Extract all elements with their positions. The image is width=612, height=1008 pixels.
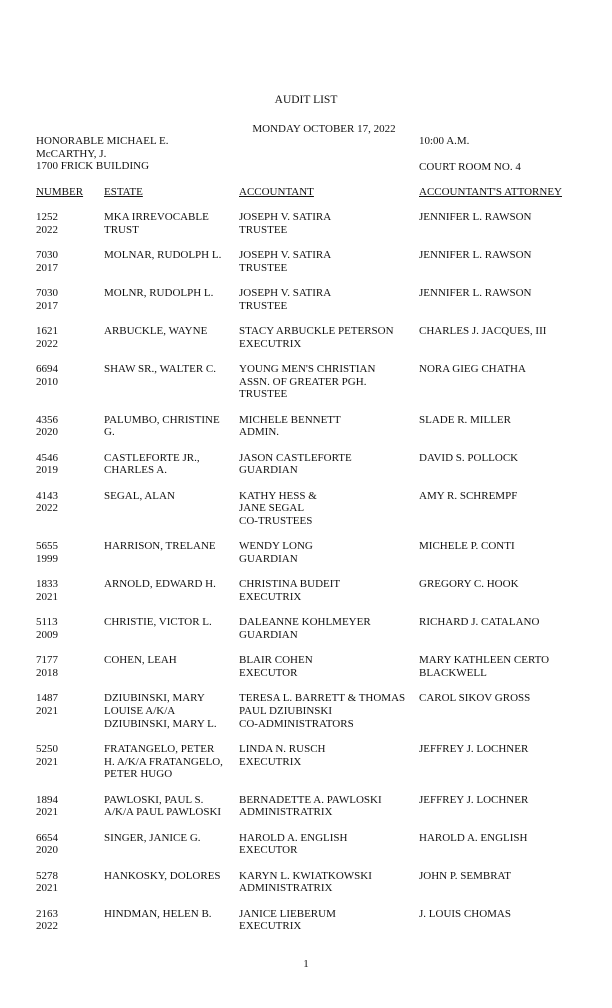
- case-number: [36, 794, 58, 819]
- table-row: [0, 325, 612, 363]
- accountant-name-line: CHRISTINA BUDEIT: [239, 578, 341, 591]
- estate-name-line: FRATANGELO, PETER: [104, 743, 215, 756]
- attorney-name-line: HAROLD A. ENGLISH: [419, 831, 528, 844]
- estate-name-line: H. A/K/A FRATANGELO,: [104, 755, 223, 768]
- table-row: [0, 578, 612, 616]
- estate-name: [104, 325, 207, 338]
- header-attorney: ACCOUNTANT'S ATTORNEY: [419, 186, 562, 198]
- case-number-line: 2010: [36, 375, 58, 388]
- accountant-name-line: BERNADETTE A. PAWLOSKI: [239, 793, 382, 806]
- accountant-name-line: JASON CASTLEFORTE: [239, 451, 352, 464]
- attorney-name-line: JENNIFER L. RAWSON: [419, 287, 532, 299]
- estate-name-line: DZIUBINSKI, MARY: [104, 692, 205, 705]
- accountant-name-line: GUARDIAN: [239, 553, 298, 566]
- case-number-line: 2022: [36, 337, 58, 350]
- accountant-name: [239, 211, 331, 236]
- case-number-line: 2021: [36, 806, 58, 819]
- accountant-name-line: EXECUTRIX: [239, 337, 302, 350]
- case-number-line: 7030: [36, 287, 58, 299]
- estate-name-line: SHAW SR., WALTER C.: [104, 363, 216, 375]
- case-number-line: 2021: [36, 705, 58, 718]
- accountant-name-line: JOSEPH V. SATIRA: [239, 211, 332, 223]
- case-number-line: 2021: [36, 882, 58, 895]
- accountant-name-line: TERESA L. BARRETT & THOMAS: [239, 692, 406, 705]
- accountant-name-line: GUARDIAN: [239, 464, 298, 477]
- accountant-name-line: KARYN L. KWIATKOWSKI: [239, 869, 372, 882]
- case-number: [36, 452, 58, 477]
- attorney-name-line: DAVID S. POLLOCK: [419, 451, 519, 464]
- attorney-name-line: GREGORY C. HOOK: [419, 578, 519, 591]
- accountant-name: [239, 578, 340, 603]
- case-number: [36, 490, 58, 515]
- attorney-name: [419, 249, 531, 262]
- attorney-name: [419, 490, 517, 503]
- case-number-line: 2022: [36, 920, 58, 933]
- case-number-line: 6654: [36, 831, 58, 844]
- case-number: [36, 287, 58, 312]
- table-row: [0, 414, 612, 452]
- case-number: [36, 692, 58, 717]
- attorney-name: [419, 452, 518, 465]
- attorney-name-line: NORA GIEG CHATHA: [419, 363, 526, 375]
- accountant-name-line: BLAIR COHEN: [239, 654, 313, 667]
- case-number-line: 5250: [36, 743, 58, 756]
- accountant-name: [239, 287, 331, 312]
- accountant-name-line: HAROLD A. ENGLISH: [239, 831, 348, 844]
- accountant-name-line: TRUSTEE: [239, 261, 288, 274]
- table-row: [0, 490, 612, 541]
- attorney-name-line: MICHELE P. CONTI: [419, 540, 515, 553]
- accountant-name-line: ADMINISTRATRIX: [239, 806, 333, 819]
- estate-name-line: MKA IRREVOCABLE: [104, 211, 209, 223]
- case-number-line: 7177: [36, 654, 58, 667]
- case-number-line: 2022: [36, 502, 58, 515]
- case-number: [36, 743, 58, 768]
- case-number-line: 5278: [36, 869, 58, 882]
- accountant-name-line: ADMIN.: [239, 426, 280, 439]
- accountant-name-line: KATHY HESS &: [239, 489, 317, 502]
- accountant-name-line: JANICE LIEBERUM: [239, 907, 336, 920]
- estate-name: [104, 654, 177, 667]
- table-row: [0, 540, 612, 578]
- case-number-line: 2019: [36, 464, 58, 477]
- estate-name: [104, 414, 220, 439]
- accountant-name-line: STACY ARBUCKLE PETERSON: [239, 325, 394, 337]
- header-number: NUMBER: [36, 186, 84, 198]
- case-number: [36, 832, 58, 857]
- judge-line: 1700 FRICK BUILDING: [36, 160, 150, 173]
- case-number-line: 4356: [36, 413, 58, 426]
- estate-name: [104, 743, 223, 781]
- attorney-name: [419, 363, 526, 376]
- attorney-name: [419, 654, 549, 679]
- audit-table: [0, 211, 612, 946]
- accountant-name-line: JOSEPH V. SATIRA: [239, 249, 332, 261]
- judge-line: McCARTHY, J.: [36, 147, 107, 160]
- estate-name: [104, 578, 216, 591]
- estate-name-line: HINDMAN, HELEN B.: [104, 907, 212, 920]
- attorney-name: [419, 794, 528, 807]
- accountant-name-line: ASSN. OF GREATER PGH.: [239, 375, 367, 388]
- judge-line: HONORABLE MICHAEL E.: [36, 135, 169, 147]
- estate-name: [104, 794, 221, 819]
- attorney-name: [419, 870, 511, 883]
- table-row: [0, 363, 612, 414]
- case-number-line: 7030: [36, 249, 58, 261]
- table-row: [0, 908, 612, 946]
- estate-name: [104, 692, 217, 730]
- accountant-name: [239, 832, 347, 857]
- estate-name-line: SINGER, JANICE G.: [104, 831, 201, 844]
- case-number: [36, 540, 58, 565]
- estate-name-line: G.: [104, 426, 115, 439]
- case-number-line: 2020: [36, 426, 58, 439]
- table-row: [0, 692, 612, 743]
- attorney-name-line: RICHARD J. CATALANO: [419, 616, 540, 629]
- attorney-name: [419, 325, 546, 338]
- accountant-name-line: EXECUTRIX: [239, 920, 302, 933]
- case-number-line: 2009: [36, 629, 58, 642]
- accountant-name: [239, 363, 375, 401]
- case-number-line: 4143: [36, 489, 58, 502]
- case-number: [36, 616, 58, 641]
- case-number-line: 1487: [36, 692, 58, 705]
- table-row: [0, 743, 612, 794]
- estate-name-line: LOUISE A/K/A: [104, 705, 176, 718]
- table-row: [0, 832, 612, 870]
- table-row: [0, 794, 612, 832]
- attorney-name-line: AMY R. SCHREMPF: [419, 489, 518, 502]
- attorney-name: [419, 743, 528, 756]
- table-row: [0, 654, 612, 692]
- hearing-date: MONDAY OCTOBER 17, 2022: [252, 123, 396, 135]
- accountant-name: [239, 794, 382, 819]
- case-number-line: 1999: [36, 553, 58, 566]
- table-row: [0, 211, 612, 249]
- judge-block: [36, 135, 206, 173]
- accountant-name-line: EXECUTRIX: [239, 591, 302, 604]
- estate-name-line: TRUST: [104, 223, 139, 236]
- accountant-name-line: WENDY LONG: [239, 540, 313, 553]
- estate-name-line: HANKOSKY, DOLORES: [104, 869, 221, 882]
- page-number: 1: [303, 958, 309, 970]
- attorney-name-line: JENNIFER L. RAWSON: [419, 211, 532, 223]
- court-room: COURT ROOM NO. 4: [419, 161, 521, 173]
- case-number: [36, 249, 58, 274]
- estate-name-line: A/K/A PAUL PAWLOSKI: [104, 806, 222, 819]
- estate-name: [104, 490, 175, 503]
- attorney-name-line: CAROL SIKOV GROSS: [419, 692, 531, 705]
- case-number-line: 5655: [36, 540, 58, 553]
- attorney-name-line: BLACKWELL: [419, 667, 487, 680]
- estate-name-line: HARRISON, TRELANE: [104, 540, 216, 553]
- table-row: [0, 870, 612, 908]
- estate-name: [104, 249, 221, 262]
- accountant-name-line: GUARDIAN: [239, 629, 298, 642]
- attorney-name: [419, 540, 515, 553]
- accountant-name: [239, 540, 313, 565]
- accountant-name-line: MICHELE BENNETT: [239, 413, 341, 426]
- estate-name: [104, 832, 201, 845]
- attorney-name-line: SLADE R. MILLER: [419, 413, 511, 426]
- estate-name-line: CHARLES A.: [104, 464, 167, 477]
- estate-name-line: COHEN, LEAH: [104, 654, 177, 667]
- case-number-line: 5113: [36, 616, 58, 629]
- accountant-name: [239, 249, 331, 274]
- estate-name-line: SEGAL, ALAN: [104, 489, 175, 502]
- attorney-name: [419, 616, 539, 629]
- case-number-line: 1833: [36, 578, 58, 591]
- estate-name-line: MOLNR, RUDOLPH L.: [104, 287, 214, 299]
- estate-name-line: MOLNAR, RUDOLPH L.: [104, 249, 222, 261]
- case-number-line: 2163: [36, 907, 58, 920]
- attorney-name-line: JOHN P. SEMBRAT: [419, 869, 511, 882]
- case-number-line: 2020: [36, 844, 58, 857]
- page-title: AUDIT LIST: [274, 94, 338, 106]
- estate-name: [104, 211, 209, 236]
- accountant-name-line: YOUNG MEN'S CHRISTIAN: [239, 363, 376, 375]
- case-number-line: 1621: [36, 325, 58, 337]
- case-number-line: 2021: [36, 591, 58, 604]
- accountant-name: [239, 490, 317, 528]
- accountant-name-line: TRUSTEE: [239, 299, 288, 312]
- attorney-name: [419, 211, 531, 224]
- estate-name-line: CHRISTIE, VICTOR L.: [104, 616, 212, 629]
- case-number-line: 2017: [36, 299, 58, 312]
- accountant-name-line: ADMINISTRATRIX: [239, 882, 333, 895]
- estate-name: [104, 908, 212, 921]
- attorney-name-line: CHARLES J. JACQUES, III: [419, 325, 547, 337]
- table-row: [0, 249, 612, 287]
- attorney-name: [419, 692, 530, 705]
- case-number-line: 4546: [36, 451, 58, 464]
- estate-name: [104, 870, 221, 883]
- case-number-line: 2017: [36, 261, 58, 274]
- attorney-name-line: J. LOUIS CHOMAS: [419, 907, 511, 920]
- estate-name-line: ARBUCKLE, WAYNE: [104, 325, 208, 337]
- case-number: [36, 325, 58, 350]
- estate-name-line: ARNOLD, EDWARD H.: [104, 578, 216, 591]
- estate-name-line: CASTLEFORTE JR.,: [104, 451, 200, 464]
- estate-name-line: PAWLOSKI, PAUL S.: [104, 793, 204, 806]
- attorney-name: [419, 578, 519, 591]
- estate-name-line: DZIUBINSKI, MARY L.: [104, 717, 217, 730]
- header-accountant: ACCOUNTANT: [239, 186, 314, 198]
- case-number: [36, 870, 58, 895]
- case-number-line: 1252: [36, 211, 58, 223]
- case-number: [36, 414, 58, 439]
- accountant-name: [239, 908, 336, 933]
- accountant-name-line: EXECUTOR: [239, 844, 298, 857]
- attorney-name-line: JENNIFER L. RAWSON: [419, 249, 532, 261]
- header-estate: ESTATE: [104, 186, 143, 198]
- accountant-name: [239, 325, 394, 350]
- attorney-name: [419, 908, 511, 921]
- accountant-name-line: JANE SEGAL: [239, 502, 305, 515]
- estate-name-line: PETER HUGO: [104, 768, 173, 781]
- case-number-line: 2022: [36, 223, 58, 236]
- table-row: [0, 616, 612, 654]
- case-number-line: 1894: [36, 793, 58, 806]
- accountant-name-line: JOSEPH V. SATIRA: [239, 287, 332, 299]
- estate-name: [104, 540, 216, 553]
- attorney-name-line: JEFFREY J. LOCHNER: [419, 793, 529, 806]
- accountant-name: [239, 654, 313, 679]
- estate-name: [104, 363, 216, 376]
- table-row: [0, 287, 612, 325]
- case-number: [36, 654, 58, 679]
- accountant-name-line: CO-ADMINISTRATORS: [239, 717, 354, 730]
- case-number: [36, 211, 58, 236]
- attorney-name: [419, 832, 527, 845]
- table-row: [0, 452, 612, 490]
- accountant-name: [239, 692, 405, 730]
- attorney-name-line: JEFFREY J. LOCHNER: [419, 743, 529, 756]
- accountant-name-line: CO-TRUSTEES: [239, 515, 313, 528]
- attorney-name-line: MARY KATHLEEN CERTO: [419, 654, 550, 667]
- accountant-name: [239, 870, 372, 895]
- accountant-name-line: TRUSTEE: [239, 223, 288, 236]
- case-number-line: 2021: [36, 755, 58, 768]
- case-number-line: 2018: [36, 667, 58, 680]
- accountant-name: [239, 743, 325, 768]
- case-number: [36, 578, 58, 603]
- accountant-name-line: DALEANNE KOHLMEYER: [239, 616, 371, 629]
- estate-name: [104, 287, 213, 300]
- accountant-name: [239, 452, 352, 477]
- attorney-name: [419, 414, 511, 427]
- accountant-name-line: EXECUTRIX: [239, 755, 302, 768]
- estate-name: [104, 616, 212, 629]
- case-number: [36, 363, 58, 388]
- accountant-name-line: EXECUTOR: [239, 667, 298, 680]
- case-number-line: 6694: [36, 363, 58, 375]
- estate-name: [104, 452, 200, 477]
- accountant-name: [239, 616, 371, 641]
- case-number: [36, 908, 58, 933]
- attorney-name: [419, 287, 531, 300]
- estate-name-line: PALUMBO, CHRISTINE: [104, 413, 220, 426]
- hearing-time: 10:00 A.M.: [419, 135, 470, 147]
- accountant-name-line: TRUSTEE: [239, 388, 288, 401]
- accountant-name-line: PAUL DZIUBINSKI: [239, 705, 332, 718]
- accountant-name: [239, 414, 341, 439]
- accountant-name-line: LINDA N. RUSCH: [239, 743, 326, 756]
